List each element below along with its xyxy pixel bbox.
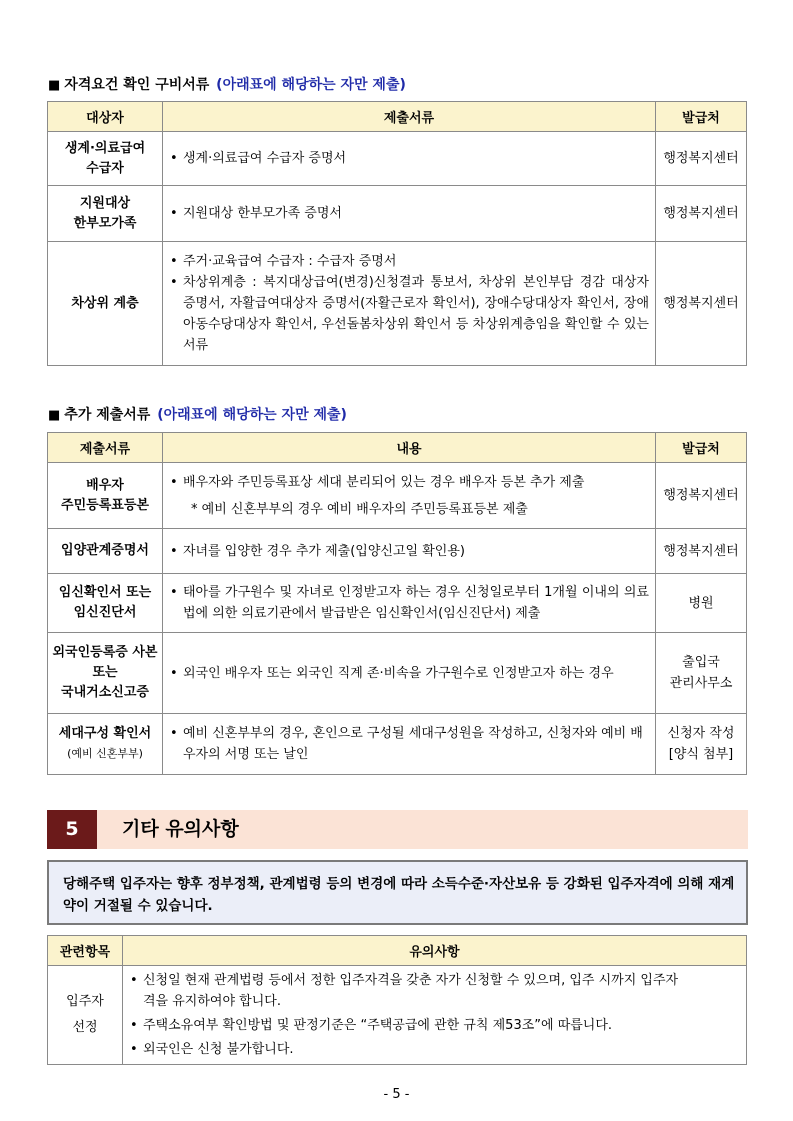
row-label: 임신확인서 또는 임신진단서	[48, 574, 163, 633]
col-caution: 유의사항	[123, 936, 747, 966]
section1-heading	[48, 74, 406, 94]
row-issuer: 신청자 작성 [양식 첨부]	[656, 714, 747, 775]
notice-box	[47, 860, 748, 925]
row-content: • 예비 신혼부부의 경우, 혼인으로 구성될 세대구성원을 작성하고, 신청자와 예비 배우자의 서명 또는 날인	[163, 714, 656, 775]
table-header-row	[48, 433, 747, 463]
row-label: 입양관계증명서	[48, 529, 163, 574]
table-row	[48, 633, 747, 714]
row-issuer: 행정복지센터	[656, 242, 747, 366]
table-row	[48, 574, 747, 633]
row-issuer: 행정복지센터	[656, 132, 747, 186]
row-label: 지원대상 한부모가족	[48, 186, 163, 242]
bullet-dot-icon: •	[130, 1018, 138, 1033]
row-label: 입주자 선정	[48, 966, 123, 1065]
page-number: - 5 -	[383, 1087, 410, 1102]
square-bullet-icon: ■	[48, 408, 61, 423]
section2-heading	[48, 404, 347, 424]
bullet-dot-icon: •	[170, 726, 178, 741]
section1-note: (아래표에 해당하는 자만 제출)	[216, 77, 406, 93]
row-issuer: 행정복지센터	[656, 463, 747, 529]
row-content: • 주거·교육급여 수급자 : 수급자 증명서 • 차상위계층 : 복지대상급여(변경)신청결과 통보서, 차상위 본인부담 경감 대상자 증명서, 자활급여대상자 증명서(자활근로자 확인서), 장애수당대상자 확인서, 장애아동수당대상자 확인서, 우선돌봄차상위 확인서 등 차상위계층임을 확인할 수 있는 서류	[163, 242, 656, 366]
row-content: • 외국인 배우자 또는 외국인 직계 존·비속을 가구원수로 인정받고자 하는 경우	[163, 633, 656, 714]
section5-number: 5	[47, 810, 97, 849]
bullet-dot-icon: •	[130, 1042, 138, 1057]
row-label: 세대구성 확인서 (예비 신혼부부)	[48, 714, 163, 775]
col-target: 대상자	[48, 102, 163, 132]
table-row	[48, 714, 747, 775]
additional-docs-table	[47, 432, 747, 775]
section2-title: 추가 제출서류	[64, 407, 151, 423]
row-issuer: 출입국 관리사무소	[656, 633, 747, 714]
caution-table	[47, 935, 747, 1065]
row-content: • 태아를 가구원수 및 자녀로 인정받고자 하는 경우 신청일로부터 1개월 이내의 의료법에 의한 의료기관에서 발급받은 임신확인서(임신진단서) 제출	[163, 574, 656, 633]
row-content: • 배우자와 주민등록표상 세대 분리되어 있는 경우 배우자 등본 추가 제출 * 예비 신혼부부의 경우 예비 배우자의 주민등록표등본 제출	[163, 463, 656, 529]
col-item: 관련항목	[48, 936, 123, 966]
eligibility-docs-table	[47, 101, 747, 366]
bullet-dot-icon: •	[170, 665, 178, 681]
row-label: 차상위 계층	[48, 242, 163, 366]
row-issuer: 행정복지센터	[656, 186, 747, 242]
col-doc: 제출서류	[48, 433, 163, 463]
table-header-row	[48, 936, 747, 966]
bullet-dot-icon: •	[170, 543, 178, 559]
table-row	[48, 132, 747, 186]
row-content: • 지원대상 한부모가족 증명서	[163, 186, 656, 242]
col-docs: 제출서류	[163, 102, 656, 132]
table-row	[48, 242, 747, 366]
table-row	[48, 966, 747, 1065]
bullet-dot-icon: •	[170, 474, 178, 490]
row-label: 배우자 주민등록표등본	[48, 463, 163, 529]
section2-note: (아래표에 해당하는 자만 제출)	[157, 407, 347, 423]
row-label: 외국인등록증 사본 또는 국내거소신고증	[48, 633, 163, 714]
table-row	[48, 463, 747, 529]
bullet-dot-icon: •	[170, 585, 178, 600]
section5-heading-bar	[47, 810, 748, 849]
section1-title: 자격요건 확인 구비서류	[64, 77, 210, 93]
row-issuer: 병원	[656, 574, 747, 633]
square-bullet-icon: ■	[48, 78, 61, 93]
bullet-dot-icon: •	[170, 151, 178, 166]
bullet-dot-icon: •	[170, 206, 178, 221]
row-label-small: (예비 신혼부부)	[67, 747, 143, 760]
bullet-dot-icon: •	[130, 973, 138, 988]
section5-title: 기타 유의사항	[122, 818, 239, 840]
bullet-dot-icon: •	[170, 254, 178, 269]
row-content: • 생계·의료급여 수급자 증명서	[163, 132, 656, 186]
table-header-row	[48, 102, 747, 132]
col-content: 내용	[163, 433, 656, 463]
row-content: • 신청일 현재 관계법령 등에서 정한 입주자격을 갖춘 자가 신청할 수 있으며, 입주 시까지 입주자격을 유지하여야 합니다. • 주택소유여부 확인방법 및 판정기준은 “주택공급에 관한 규칙 제53조”에 따릅니다. • 외국인은 신청 불가합니다.	[123, 966, 747, 1065]
row-issuer: 행정복지센터	[656, 529, 747, 574]
col-issuer: 발급처	[656, 102, 747, 132]
row-label: 생계·의료급여 수급자	[48, 132, 163, 186]
bullet-dot-icon: •	[170, 275, 178, 290]
row-content: • 자녀를 입양한 경우 추가 제출(입양신고일 확인용)	[163, 529, 656, 574]
notice-text: 당해주택 입주자는 향후 정부정책, 관계법령 등의 변경에 따라 소득수준·자산보유 등 강화된 입주자격에 의해 재계약이 거절될 수 있습니다.	[63, 876, 735, 914]
table-row	[48, 186, 747, 242]
row-subnote: * 예비 신혼부부의 경우 예비 배우자의 주민등록표등본 제출	[191, 501, 528, 517]
col-issuer: 발급처	[656, 433, 747, 463]
table-row	[48, 529, 747, 574]
